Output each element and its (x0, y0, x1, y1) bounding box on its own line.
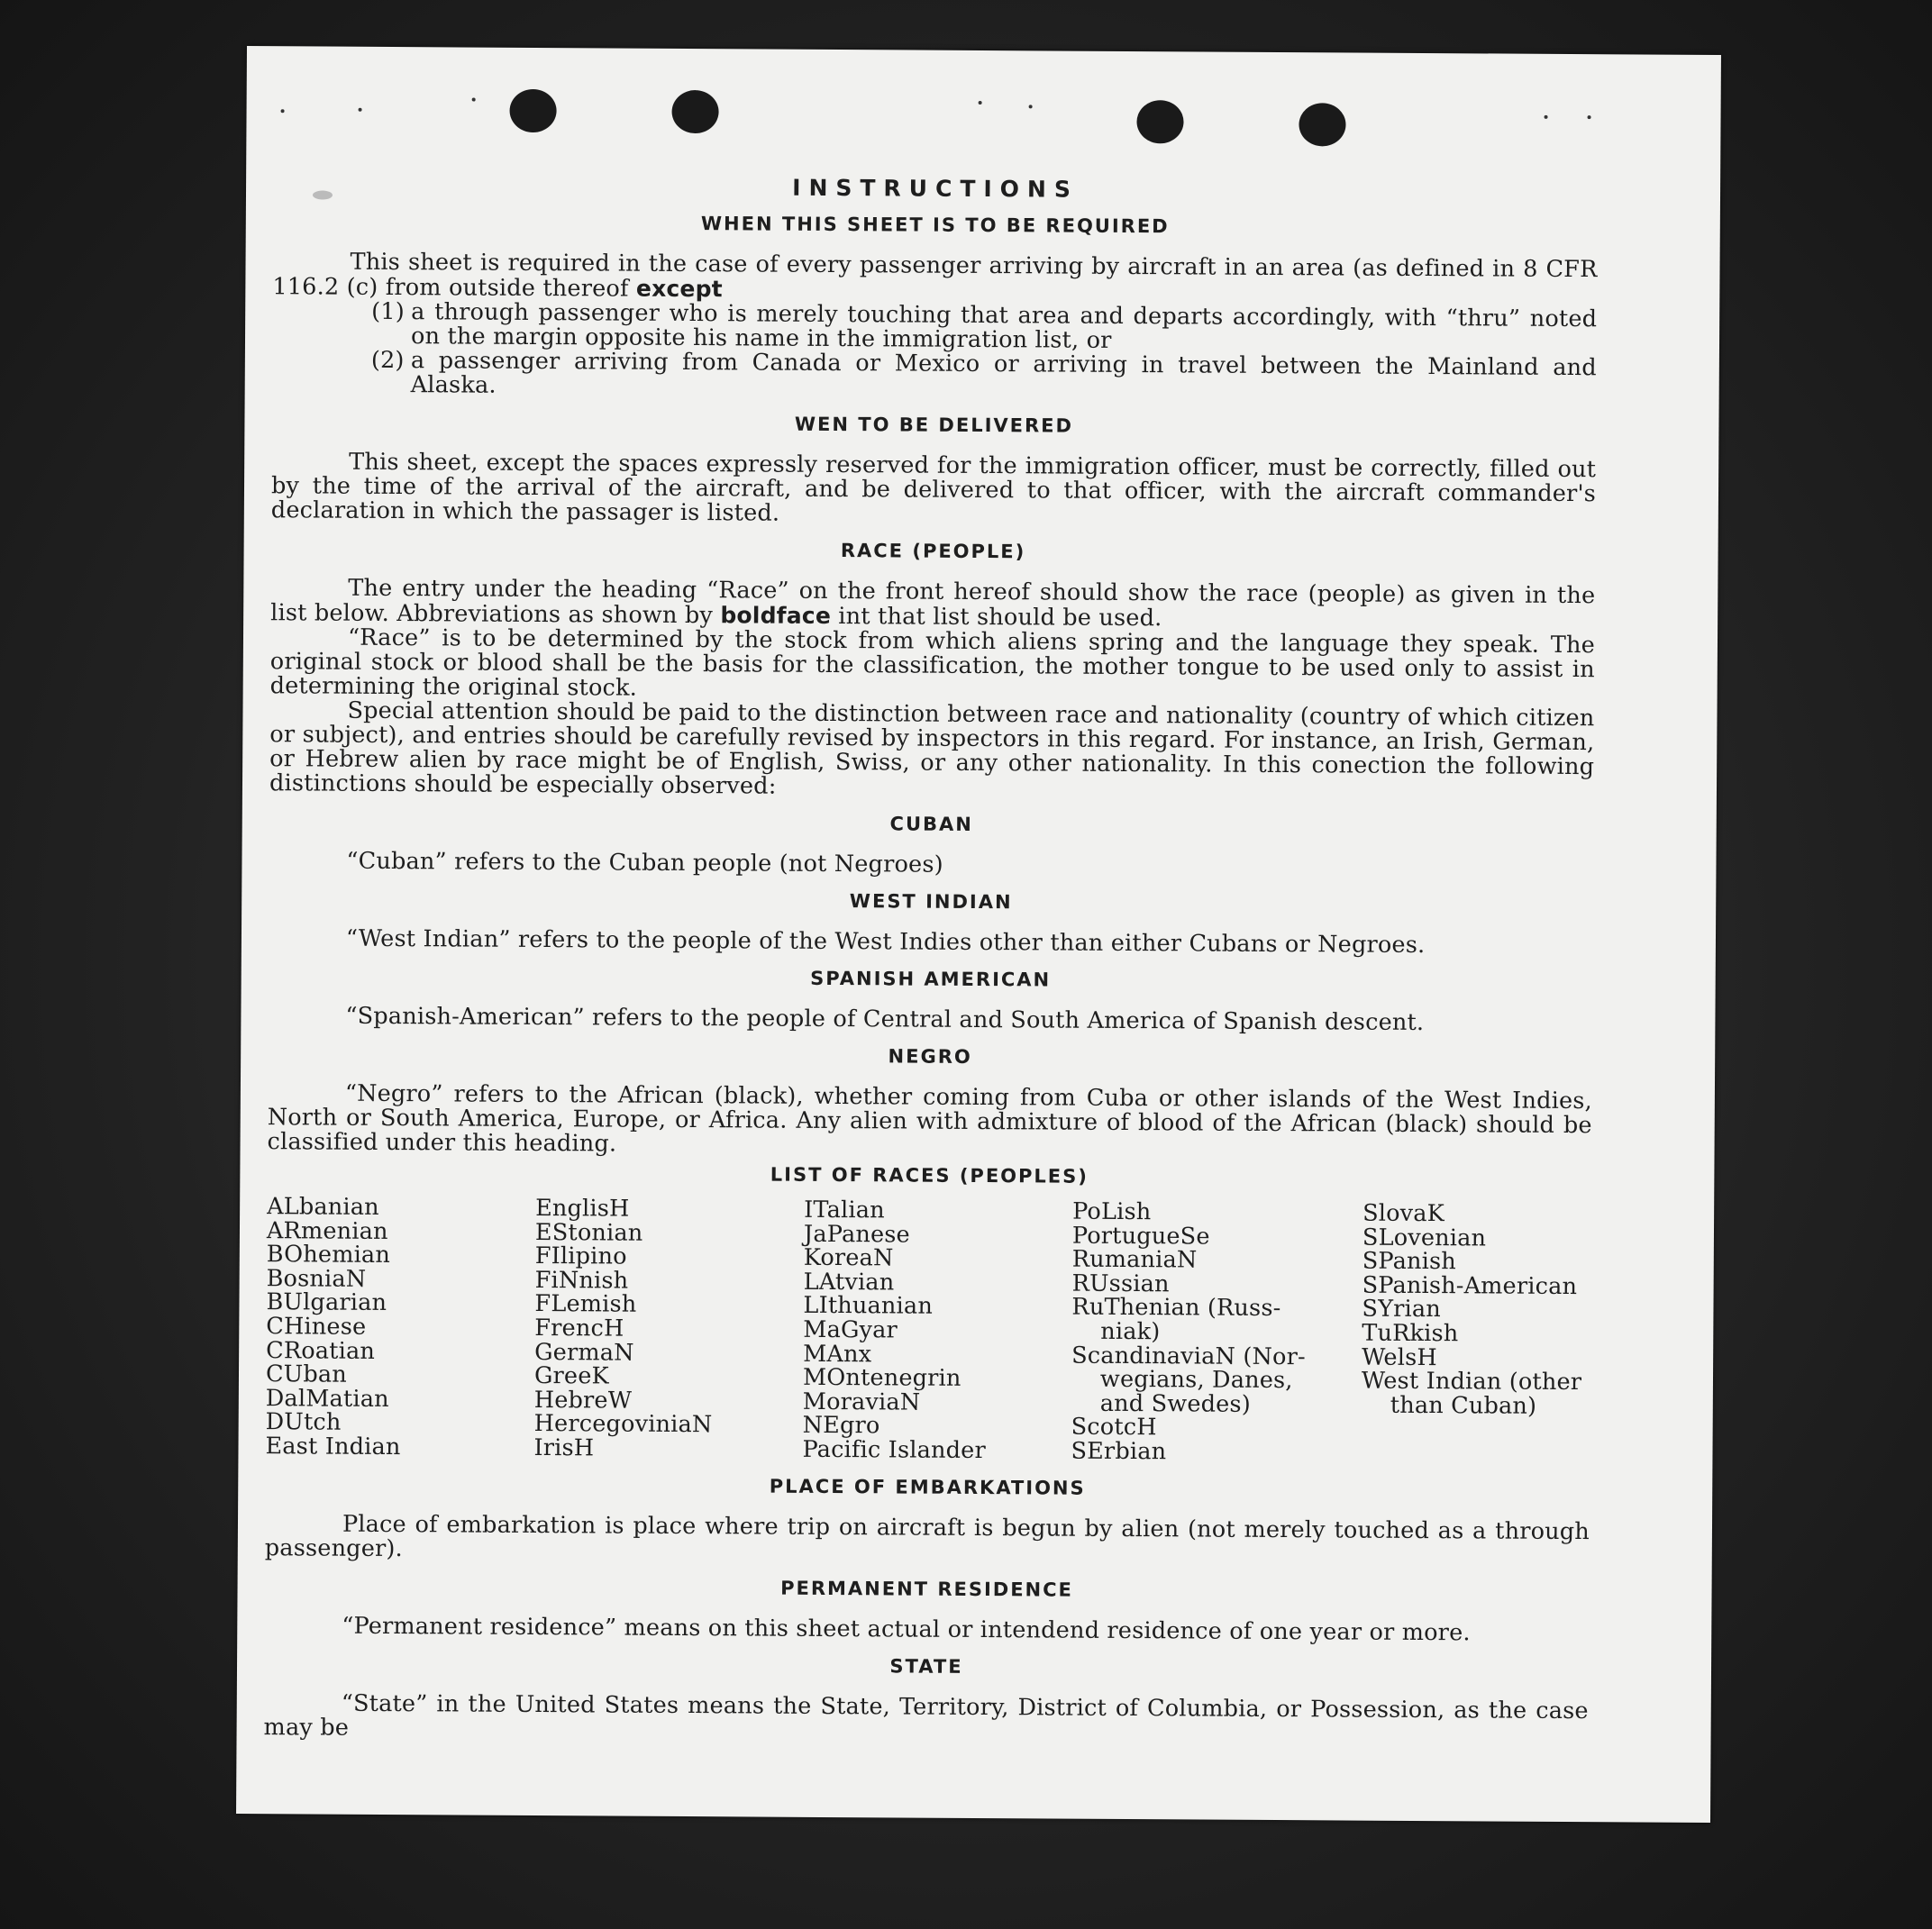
race-item: SErbian (1071, 1437, 1167, 1466)
race-item: East Indian (265, 1433, 401, 1461)
race-item: PortugueSe (1071, 1222, 1210, 1251)
cuban-heading: CUBAN (889, 813, 973, 835)
race-item: SPanish (1362, 1247, 1457, 1276)
instructions-title: INSTRUCTIONS (792, 174, 1080, 203)
race-column (265, 1195, 535, 1460)
race-heading: RACE (PEOPLE) (840, 540, 1026, 563)
race-item: BosniaN (266, 1264, 367, 1293)
race-item: SPanish-American (1362, 1271, 1578, 1300)
race-item: FLemish (534, 1290, 637, 1319)
spanish-american-text: “Spanish-American” refers to the people of Central and South America of Spanish descent. (345, 1002, 1425, 1037)
instructions-content (264, 172, 1599, 1747)
speck (1545, 115, 1548, 119)
embarkation-heading: PLACE OF EMBARKATIONS (769, 1475, 1086, 1499)
race-list (265, 1195, 1591, 1467)
exception-text: a through passenger who is merely touching that area and departs accordingly, with “thru” noted on the margin opposite his name in the immigration list, or (410, 298, 1598, 354)
race-item: MaGyar (803, 1315, 898, 1344)
document-sheet (236, 46, 1721, 1823)
race-column (1071, 1197, 1362, 1466)
race-item: WelsH (1362, 1343, 1437, 1371)
exception-text: a passenger arriving from Canada or Mexico or arriving in travel between the Mainland and Alaska. (410, 347, 1597, 399)
race-item: DUtch (265, 1408, 342, 1437)
race-item: TuRkish (1362, 1319, 1459, 1348)
race-item: GermaN (534, 1338, 634, 1367)
race-item: SLovenian (1362, 1224, 1487, 1252)
race-item-continued: than Cuban) (1390, 1391, 1537, 1420)
race-p1-text: The entry under the heading “Race” on the front hereof should show the race (people) as given in the list below. Abbreviations as shown by (270, 574, 1596, 630)
race-item: LAtvian (803, 1268, 895, 1297)
state-text: “State” in the United States means the State, Territory, District of Columbia, or Possession, as the case may be (263, 1689, 1589, 1742)
race-item: FIlipino (534, 1242, 627, 1270)
race-item: BOhemian (266, 1241, 391, 1269)
punch-hole (671, 90, 718, 133)
west-indian-text: “West Indian” refers to the people of the West Indies other than either Cubans or Negroes. (345, 924, 1426, 960)
permanent-residence-text: “Permanent residence” means on this sheet actual or intendend residence of one year or more. (342, 1612, 1471, 1646)
race-item: ALbanian (267, 1193, 379, 1221)
race-item: KoreaN (803, 1244, 894, 1272)
west-indian-heading: WEST INDIAN (849, 890, 1013, 914)
race-item: SlovaK (1362, 1199, 1445, 1228)
state-heading: STATE (889, 1654, 963, 1678)
race-item: PoLish (1072, 1197, 1152, 1226)
race-item: MOntenegrin (802, 1363, 961, 1393)
race-item-continued: niak) (1100, 1317, 1161, 1346)
race-item: HebreW (533, 1386, 633, 1415)
race-item: RUssian (1071, 1269, 1170, 1298)
when-delivered-heading: WEN TO BE DELIVERED (794, 413, 1074, 437)
boldface-word: boldface (720, 602, 832, 629)
negro-text: “Negro” refers to the African (black), whether coming from Cuba or other islands of the West Indies, North or South America, Europe, or Africa. Any alien with admixture of blood of the African (black) should be classified under this heading. (267, 1079, 1592, 1158)
race-column (1361, 1199, 1591, 1467)
embarkation-text: Place of embarkation is place where trip on aircraft is begun by alien (not merely touched as a through passenger). (264, 1510, 1590, 1562)
race-item: HercegoviniaN (533, 1410, 713, 1439)
exception-list (370, 297, 1598, 405)
race-item: EnglisH (535, 1195, 630, 1223)
race-item: GreeK (533, 1362, 609, 1390)
race-item: ITalian (804, 1196, 885, 1224)
race-item-continued: wegians, Danes, (1099, 1365, 1293, 1395)
when-required-text: This sheet is required in the case of every passenger arriving by aircraft in an area (as defined in 8 CFR 116.2 (c) from outside thereof (272, 248, 1598, 303)
race-item: NEgro (802, 1412, 880, 1440)
list-of-races-heading: LIST OF RACES (PEOPLES) (770, 1163, 1089, 1187)
race-item: Pacific Islander (802, 1435, 986, 1464)
when-delivered-text: This sheet, except the spaces expressly reserved for the immigration officer, must be correctly, filled out by the time of the arrival of the aircraft, and be delivered to that officer, with the aircraft commander's declaration in which the passager is listed. (270, 448, 1597, 527)
race-column (802, 1198, 1072, 1463)
exception-item (370, 346, 1597, 405)
punch-hole (509, 89, 556, 132)
race-item: FrencH (534, 1314, 624, 1342)
race-item: MoraviaN (802, 1388, 921, 1416)
speck (1588, 115, 1591, 119)
race-item: RuThenian (Russ- (1071, 1294, 1281, 1323)
speck (979, 101, 982, 105)
race-item: ScotcH (1071, 1413, 1157, 1442)
race-item: EStonian (534, 1218, 643, 1247)
cuban-text: “Cuban” refers to the Cuban people (not Negroes) (346, 847, 943, 878)
race-item: CUban (265, 1360, 348, 1388)
when-required-heading: WHEN THIS SHEET IS TO BE REQUIRED (700, 213, 1170, 238)
speck (472, 98, 476, 102)
race-item: ScandinaviaN (Nor- (1071, 1342, 1306, 1370)
race-item: LIthuanian (803, 1292, 934, 1321)
except-bold: except (635, 275, 723, 303)
permanent-residence-heading: PERMANENT RESIDENCE (780, 1577, 1074, 1601)
speck (1029, 105, 1033, 108)
race-paragraph-3: Special attention should be paid to the distinction between race and nationality (country of which citizen or subject), and entries should be carefully revised by inspectors in this regard. For instance, an Irish, German, or Hebrew alien by race might be of English, Swiss, or any other nationality. In this conection the following distinctions should be especially observed: (269, 696, 1595, 800)
race-item: SYrian (1362, 1295, 1442, 1324)
race-item: MAnx (803, 1340, 872, 1368)
race-item: BUlgarian (266, 1288, 387, 1317)
race-item: RumaniaN (1071, 1245, 1198, 1274)
negro-heading: NEGRO (888, 1045, 972, 1068)
race-item-continued: and Swedes) (1099, 1389, 1252, 1418)
race-item: DalMatian (265, 1384, 389, 1413)
exception-number: (1) (371, 297, 406, 326)
race-item: CRoatian (266, 1336, 376, 1365)
race-paragraph-2: “Race” is to be determined by the stock from which aliens spring and the language they speak. The original stock or blood shall be the basis for the classification, the mother tongue to be used only to assist in determining the original stock. (269, 623, 1596, 702)
race-column (533, 1197, 804, 1461)
race-item: FiNnish (534, 1266, 629, 1295)
race-item: IrisH (533, 1433, 595, 1462)
race-item: West Indian (other (1361, 1367, 1582, 1397)
speck (359, 108, 362, 112)
punch-hole (1136, 100, 1183, 143)
race-item: CHinese (266, 1313, 367, 1341)
race-item: JaPanese (803, 1220, 910, 1249)
spanish-american-heading: SPANISH AMERICAN (810, 967, 1052, 991)
exception-number: (2) (370, 346, 405, 375)
race-p1-text-end: int that list should be used. (838, 603, 1162, 632)
punch-hole (1299, 103, 1345, 146)
race-item: ARmenian (266, 1216, 388, 1245)
speck (281, 109, 285, 113)
